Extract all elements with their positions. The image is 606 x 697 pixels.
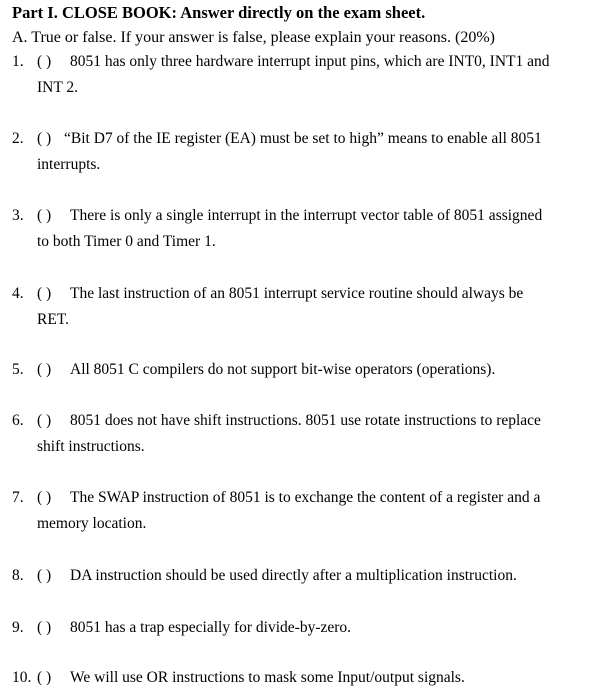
question-number: 3. (12, 207, 24, 224)
answer-blank: ( ) (37, 207, 52, 224)
answer-blank: ( ) (37, 412, 52, 429)
question-text: 8051 has only three hardware interrupt input pins, which are INT0, INT1 and (70, 53, 550, 70)
question-number: 8. (12, 567, 24, 584)
question-9 (12, 615, 604, 641)
question-text: There is only a single interrupt in the interrupt vector table of 8051 assigned (70, 207, 543, 224)
question-text: 8051 does not have shift instructions. 8051 use rotate instructions to replace (70, 412, 541, 429)
question-text: “Bit D7 of the IE register (EA) must be set to high” means to enable all 8051 (64, 130, 542, 147)
answer-blank: ( ) (37, 669, 52, 686)
question-text: DA instruction should be used directly after a multiplication instruction. (70, 567, 517, 584)
question-text-continued: shift instructions. (37, 438, 145, 455)
question-text: The last instruction of an 8051 interrupt service routine should always be (70, 285, 524, 302)
question-number: 7. (12, 489, 24, 506)
question-text-continued: to both Timer 0 and Timer 1. (37, 233, 216, 250)
question-text-continued: RET. (37, 311, 69, 328)
question-number: 6. (12, 412, 24, 429)
question-number: 9. (12, 619, 24, 636)
question-number: 2. (12, 130, 24, 147)
answer-blank: ( ) (37, 285, 52, 302)
question-text: The SWAP instruction of 8051 is to exchange the content of a register and a (70, 489, 541, 506)
question-text: We will use OR instructions to mask some Input/output signals. (70, 669, 465, 686)
question-7 (12, 485, 604, 537)
question-10 (12, 665, 604, 691)
question-text-continued: memory location. (37, 515, 147, 532)
question-text: 8051 has a trap especially for divide-by-zero. (70, 619, 352, 636)
question-text: All 8051 C compilers do not support bit-wise operators (operations). (70, 361, 496, 378)
answer-blank: ( ) (37, 567, 52, 584)
question-4 (12, 281, 604, 333)
question-1 (12, 49, 604, 101)
answer-blank: ( ) (37, 489, 52, 506)
part-title: Part I. CLOSE BOOK: Answer directly on the exam sheet. (12, 3, 426, 22)
question-number: 1. (12, 53, 24, 70)
question-number: 10. (12, 669, 32, 686)
answer-blank: ( ) (37, 53, 52, 70)
question-3 (12, 203, 604, 255)
answer-blank: ( ) (37, 361, 52, 378)
section-instruction: A. True or false. If your answer is false, please explain your reasons. (20%) (12, 29, 495, 46)
question-5 (12, 357, 604, 383)
question-number: 4. (12, 285, 24, 302)
question-2 (12, 126, 604, 178)
answer-blank: ( ) (37, 130, 52, 147)
answer-blank: ( ) (37, 619, 52, 636)
question-number: 5. (12, 361, 24, 378)
question-6 (12, 408, 604, 460)
question-text-continued: INT 2. (37, 79, 79, 96)
question-text-continued: interrupts. (37, 156, 101, 173)
question-8 (12, 563, 604, 589)
